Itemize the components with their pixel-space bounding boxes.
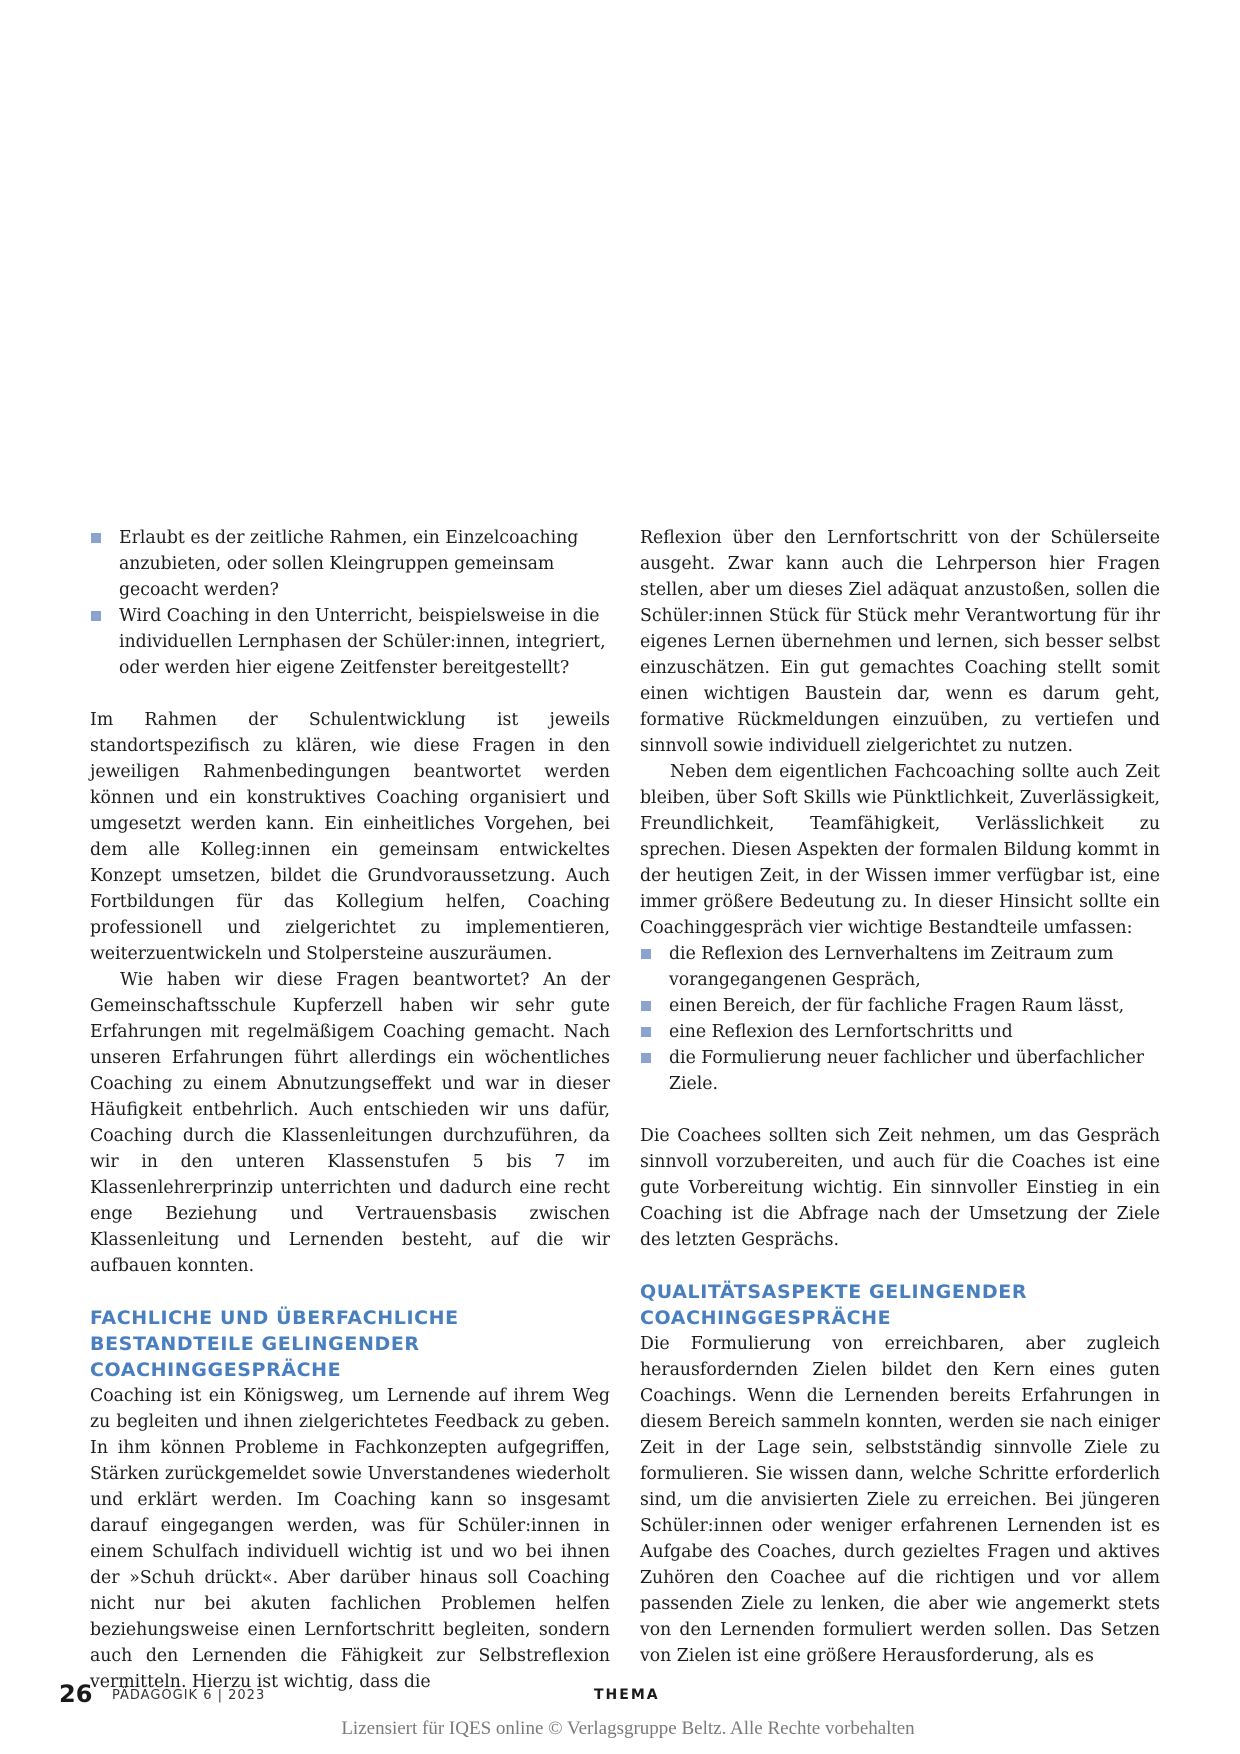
list-item: einen Bereich, der für fachliche Fragen Raum lässt, bbox=[640, 993, 1160, 1019]
component-list bbox=[640, 941, 1160, 1097]
list-item: die Reflexion des Lernverhaltens im Zeitraum zum vorangegangenen Gespräch, bbox=[640, 941, 1160, 993]
question-list bbox=[90, 525, 610, 681]
paragraph: Die Formulierung von erreichbaren, aber zugleich herausfordernden Zielen bildet den Kern eines guten Coachings. Wenn die Lernenden bereits Erfahrungen in diesem Bereich sammeln konnten, werden sie nach einiger Zeit in der Lage sein, selbstständig sinnvolle Ziele zu formulieren. Sie wissen dann, welche Schritte erforderlich sind, um die anvisierten Ziele zu erreichen. Bei jüngeren Schüler:innen oder weniger erfahrenen Lernenden ist es Aufgabe des Coaches, durch gezieltes Fragen und aktives Zuhören den Coachee auf die richtigen und vor allem passenden Ziele zu lenken, die aber wie angemerkt stets von den Lernenden formuliert werden sollen. Das Setzen von Zielen ist eine größere Herausforderung, als es bbox=[640, 1334, 1160, 1666]
license-notice: Lizensiert für IQES online © Verlagsgruppe Beltz. Alle Rechte vorbehalten bbox=[341, 1718, 915, 1739]
square-bullet-icon bbox=[641, 1027, 651, 1037]
square-bullet-icon bbox=[641, 1001, 651, 1011]
section-label: THEMA bbox=[594, 1687, 660, 1703]
list-item: eine Reflexion des Lernfortschritts und bbox=[640, 1019, 1160, 1045]
paragraph: Im Rahmen der Schulentwicklung ist jeweils standortspezifisch zu klären, wie diese Fragen in den jeweiligen Rahmenbedingungen beantwortet werden können und ein konstruktives Coaching organisiert und umgesetzt werden kann. Ein einheitliches Vorgehen, bei dem alle Kolleg:innen ein gemeinsam entwickeltes Konzept umsetzen, bildet die Grundvoraussetzung. Auch Fortbildungen für das Kollegium helfen, Coaching professionell und zielgerichtet zu implementieren, weiterzuentwickeln und Stolpersteine auszuräumen. bbox=[90, 710, 610, 964]
list-item: Wird Coaching in den Unterricht, beispielsweise in die individuellen Lernphasen der Schüler:innen, integriert, oder werden hier eigene Zeitfenster bereitgestellt? bbox=[90, 603, 610, 681]
page-number: 26 bbox=[59, 1680, 93, 1708]
section-heading: FACHLICHE UND ÜBERFACHLICHE BESTANDTEILE GELINGENDER COACHINGGESPRÄCHE bbox=[90, 1307, 459, 1381]
paragraph: Die Coachees sollten sich Zeit nehmen, um das Gespräch sinnvoll vorzubereiten, und auch für die Coaches ist eine gute Vorbereitung wichtig. Ein sinnvoller Einstieg in ein Coaching ist die Abfrage nach der Umsetzung der Ziele des letzten Gesprächs. bbox=[640, 1126, 1160, 1250]
magazine-issue: PÄDAGOGIK 6 | 2023 bbox=[112, 1688, 266, 1703]
right-column bbox=[640, 525, 1160, 1669]
list-item: Erlaubt es der zeitliche Rahmen, ein Einzelcoaching anzubieten, oder sollen Kleingruppen gemeinsam gecoacht werden? bbox=[90, 525, 610, 603]
section-heading: QUALITÄTSASPEKTE GELINGENDER COACHINGGESPRÄCHE bbox=[640, 1281, 1028, 1329]
paragraph: Reflexion über den Lernfortschritt von der Schülerseite ausgeht. Zwar kann auch die Lehrperson hier Fragen stellen, aber um dieses Ziel adäquat anzustoßen, sollen die Schüler:innen Stück für Stück mehr Verantwortung für ihr eigenes Lernen übernehmen und lernen, sich besser selbst einzuschätzen. Ein gut gemachtes Coaching stellt somit einen wichtigen Baustein dar, wenn es darum geht, formative Rückmeldungen einzuüben, zu vertiefen und sinnvoll sowie individuell zielgerichtet zu nutzen. bbox=[640, 528, 1160, 756]
page-footer bbox=[0, 1680, 1240, 1710]
paragraph: Wie haben wir diese Fragen beantwortet? An der Gemeinschaftsschule Kupferzell haben wir sehr gute Erfahrungen mit regelmäßigem Coaching gemacht. Nach unseren Erfahrungen führt allerdings ein wöchentliches Coaching zu einem Abnutzungseffekt und war in dieser Häufigkeit entbehrlich. Auch entschieden wir uns dafür, Coaching durch die Klassenleitungen durchzuführen, da wir in den unteren Klassenstufen 5 bis 7 im Klassenlehrerprinzip unterrichten und dadurch eine recht enge Beziehung und Vertrauensbasis zwischen Klassenleitung und Lernenden besteht, auf die wir aufbauen konnten. bbox=[90, 970, 610, 1276]
paragraph: Coaching ist ein Königsweg, um Lernende auf ihrem Weg zu begleiten und ihnen zielgerichtetes Feedback zu geben. In ihm können Probleme in Fachkonzepten aufgegriffen, Stärken zurückgemeldet sowie Unverstandenes wiederholt und erklärt werden. Im Coaching kann so insgesamt darauf eingegangen werden, was für Schüler:innen in einem Schulfach individuell wichtig ist und wo bei ihnen der »Schuh drückt«. Aber darüber hinaus soll Coaching nicht nur bei akuten fachlichen Problemen helfen beziehungsweise einen Lernfortschritt begleiten, sondern auch den Lernenden die Fähigkeit zur Selbstreflexion vermitteln. Hierzu ist wichtig, dass die bbox=[90, 1386, 610, 1692]
square-bullet-icon bbox=[641, 949, 651, 959]
list-item: die Formulierung neuer fachlicher und überfachlicher Ziele. bbox=[640, 1045, 1160, 1097]
square-bullet-icon bbox=[91, 611, 101, 621]
left-column bbox=[90, 525, 610, 1695]
paragraph: Neben dem eigentlichen Fachcoaching sollte auch Zeit bleiben, über Soft Skills wie Pünktlichkeit, Zuverlässigkeit, Freundlichkeit, Teamfähigkeit, Verlässlichkeit zu sprechen. Diesen Aspekten der formalen Bildung kommt in der heutigen Zeit, in der Wissen immer verfügbar ist, eine immer größere Bedeutung zu. In dieser Hinsicht sollte ein Coachinggespräch vier wichtige Bestandteile umfassen: bbox=[640, 762, 1160, 938]
square-bullet-icon bbox=[641, 1053, 651, 1063]
square-bullet-icon bbox=[91, 533, 101, 543]
